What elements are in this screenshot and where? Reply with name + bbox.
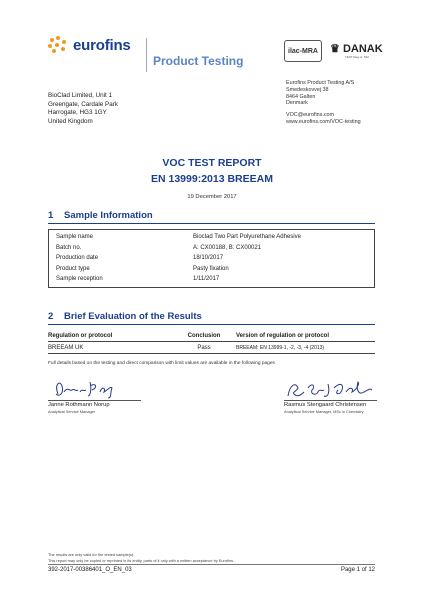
- eurofins-logo: [48, 36, 131, 54]
- header-divider: [146, 38, 147, 72]
- footer-note: The results are only valid for the tested sample(s).: [48, 552, 135, 557]
- table-header-row: [48, 332, 375, 342]
- section-number: 2: [48, 311, 54, 322]
- table-row: [56, 232, 301, 243]
- crown-icon: ♛: [330, 43, 340, 55]
- document-reference: 392-2017-00386401_O_EN_03: [48, 567, 132, 573]
- recipient-address: [48, 92, 118, 126]
- row-value: 1/11/2017: [193, 276, 220, 283]
- column-header: Regulation or protocol: [48, 332, 172, 342]
- danak-text: DANAK: [342, 43, 383, 55]
- evaluation-table: [48, 332, 375, 354]
- table-row: [56, 243, 301, 254]
- section-number: 1: [48, 210, 54, 221]
- ilac-mra-logo: ilac-MRA: [284, 40, 322, 62]
- section-title: Brief Evaluation of the Results: [64, 311, 202, 322]
- sample-info-table: [56, 232, 301, 285]
- product-testing-label: Product Testing: [153, 54, 244, 68]
- row-key: Production date: [56, 255, 99, 262]
- table-row: [56, 253, 301, 264]
- report-title: VOC TEST REPORT: [162, 157, 262, 169]
- row-key: Batch no.: [56, 244, 82, 251]
- danak-registration: TEST Reg.nr. 522: [345, 55, 369, 59]
- protocol-cell: BREEAM UK: [48, 342, 172, 354]
- signatory-role: Analytical Service Manager: [48, 409, 96, 414]
- evaluation-note: Full details based on the testing and direct comparison with limit values are available in the following pages: [48, 361, 275, 366]
- row-value: Pasty fixation: [193, 265, 229, 272]
- signatory-name: Rasmus Stengaard Christensen: [284, 402, 367, 408]
- recipient-line: United Kingdom: [48, 117, 93, 125]
- signatory-name: Janne Rothmann Norup: [48, 402, 110, 408]
- section-heading-sample-info: [48, 210, 153, 221]
- sample-info-box: [48, 229, 375, 288]
- row-key: Sample name: [56, 234, 94, 241]
- recipient-line: BioClad Limited, Unit 1: [48, 92, 113, 99]
- recipient-line: Harrogate, HG3 1GY: [48, 109, 107, 117]
- signature-line: [284, 400, 377, 401]
- signatory-role: Analytical Service Manager, MSc in Chemistry: [284, 409, 364, 414]
- section-rule: [48, 223, 375, 224]
- conclusion-cell: Pass: [172, 342, 236, 354]
- table-row: [48, 342, 375, 354]
- sender-country: Denmark: [286, 100, 308, 107]
- footer-rule: [48, 564, 375, 565]
- row-value: Bioclad Two Part Polyurethane Adhesive: [193, 234, 301, 241]
- section-title: Sample Information: [64, 210, 153, 221]
- sender-email[interactable]: VOC@eurofins.com: [286, 112, 335, 119]
- row-key: Sample reception: [56, 276, 103, 283]
- sender-website[interactable]: www.eurofins.com/VOC-testing: [286, 118, 361, 125]
- page-number: Page 1 of 12: [340, 567, 375, 573]
- section-rule: [48, 324, 375, 325]
- sender-street: Smedeskovvej 38: [286, 86, 329, 93]
- column-header: Conclusion: [172, 332, 236, 342]
- section-heading-evaluation: [48, 311, 202, 322]
- sender-company: Eurofins Product Testing A/S: [286, 80, 355, 86]
- eurofins-dots-icon: [48, 36, 70, 54]
- report-date: 19 December 2017: [187, 194, 237, 200]
- danak-logo: [330, 42, 383, 55]
- sender-city: 8464 Galten: [286, 93, 316, 100]
- table-row: [56, 274, 301, 285]
- table-row: [56, 264, 301, 275]
- row-key: Product type: [56, 265, 90, 272]
- signature-line: [48, 400, 141, 401]
- recipient-line: Greengate, Cardale Park: [48, 100, 119, 108]
- sender-address: [286, 80, 361, 126]
- column-header: Version of regulation or protocol: [236, 332, 375, 342]
- report-subtitle: EN 13999:2013 BREEAM: [151, 173, 273, 185]
- row-value: 18/10/2017: [193, 255, 224, 262]
- version-cell: BREEAM: EN 13999-1, -2, -3, -4 (2013): [236, 342, 375, 354]
- logo-text: eurofins: [73, 36, 131, 54]
- row-value: A: CX00188, B: CX00021: [193, 244, 262, 251]
- signature-rasmus: [284, 378, 376, 400]
- signature-janne: [50, 378, 120, 400]
- footer-note: This report may only be copied or reprinted in its entity, parts of it only with a written acceptance by Eurofins.: [48, 558, 235, 563]
